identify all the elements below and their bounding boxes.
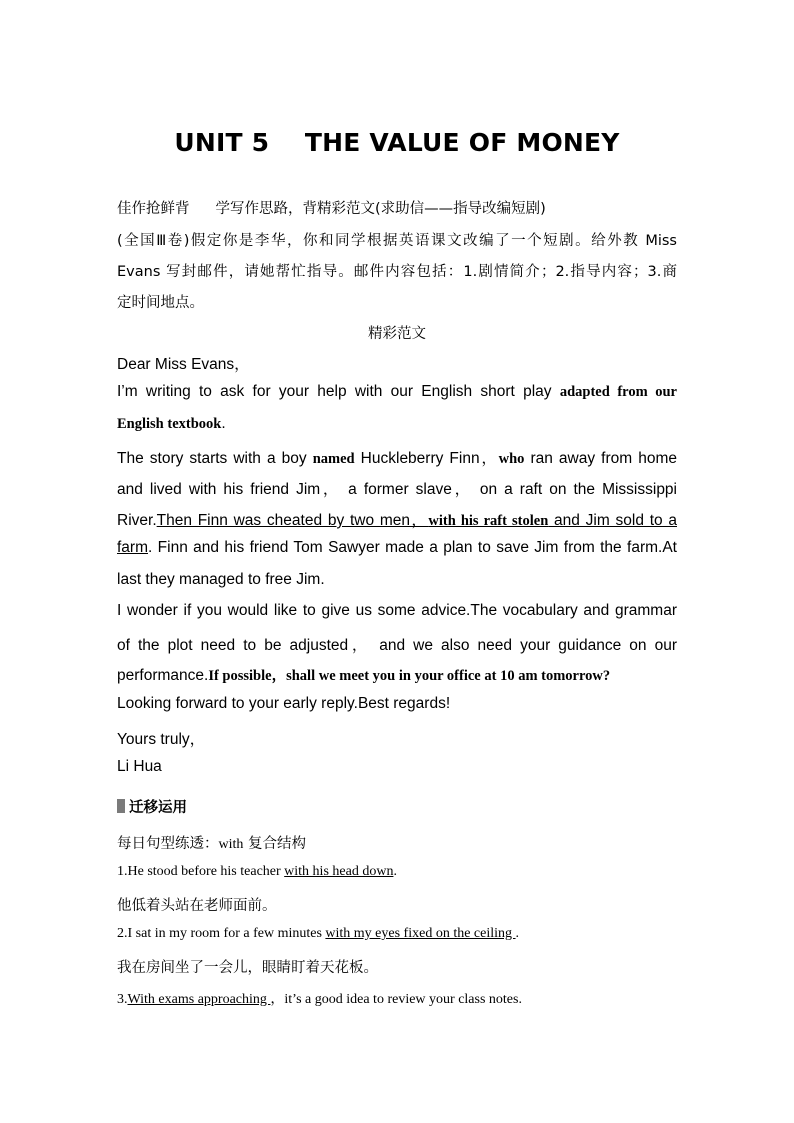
p1-period: .	[221, 415, 226, 432]
exercise-3	[117, 988, 522, 1008]
letter-p2-line1	[117, 446, 677, 468]
exercise-text: .	[515, 926, 520, 941]
practice-intro	[117, 832, 306, 853]
letter-p3-line3	[117, 664, 610, 685]
p2-text: The story starts with a boy	[117, 450, 313, 467]
letter-p2-line5: last they managed to free Jim.	[117, 571, 325, 588]
letter-closing-2: Yours truly，	[117, 731, 206, 748]
practice-section-heading	[117, 796, 187, 817]
letter-p2-line2: and lived with his friend Jim， a former slave， on a raft on the Mississippi	[117, 481, 677, 498]
p2-underlined: Then Finn was cheated by two men，	[156, 512, 429, 529]
p3-text: performance.	[117, 667, 209, 684]
p2-bold-named: named	[312, 451, 355, 467]
exercise-1-translation: 他低着头站在老师面前。	[117, 898, 277, 914]
exercise-text: ，it’s a good idea to review your class notes.	[270, 992, 522, 1007]
letter-signature: Li Hua	[117, 758, 162, 775]
p2-text: Huckleberry Finn，	[354, 450, 499, 467]
p3-bold-sentence: If possible，shall we meet you in your office at 10 am tomorrow?	[208, 668, 611, 684]
task-line-2: Evans 写封邮件，请她帮忙指导。邮件内容包括：1.剧情简介；2.指导内容；3.商	[117, 264, 677, 280]
p1-bold-phrase-2: English textbook	[117, 416, 222, 432]
page-title: UNIT 5 THE VALUE OF MONEY	[174, 128, 620, 157]
section-heading-text: 迁移运用	[129, 800, 187, 816]
exercise-answer: with my eyes fixed on the ceiling	[325, 926, 516, 941]
exercise-text: .	[393, 864, 397, 879]
p2-underlined: and Jim sold to a	[548, 512, 677, 529]
task-line-1: (全国Ⅲ卷)假定你是李华，你和同学根据英语课文改编了一个短剧。给外教 Miss	[117, 233, 677, 249]
letter-greeting: Dear Miss Evans，	[117, 356, 250, 373]
p1-bold-phrase: adapted from our	[559, 384, 677, 400]
p2-bold-underlined: with his raft stolen	[428, 513, 549, 529]
p1-text: I’m writing to ask for your help with our English short play	[117, 383, 560, 400]
essay-heading: 精彩范文	[368, 326, 426, 342]
practice-intro-text: 复合结构	[243, 836, 306, 852]
letter-p3-line1: I wonder if you would like to give us some advice.The vocabulary and grammar	[117, 602, 677, 619]
p2-underlined: farm	[117, 539, 148, 556]
practice-intro-with: with	[218, 837, 244, 852]
p2-text: River.	[117, 512, 157, 529]
exercise-1	[117, 864, 397, 880]
letter-p1-line1	[117, 383, 677, 401]
letter-p2-line4	[117, 539, 677, 557]
exercise-text: 2.I sat in my room for a few minutes	[117, 926, 326, 941]
p2-bold-who: who	[498, 451, 525, 467]
task-line-3: 定时间地点。	[117, 295, 204, 311]
exercise-2-translation: 我在房间坐了一会儿，眼睛盯着天花板。	[117, 960, 378, 976]
practice-intro-text: 每日句型练透：	[117, 836, 219, 852]
p2-text: . Finn and his friend Tom Sawyer made a plan to save Jim from the farm.At	[148, 539, 677, 556]
header-label: 佳作抢鲜背	[117, 201, 190, 217]
exercise-text: 1.He stood before his teacher	[117, 864, 285, 879]
letter-p1-line2	[117, 415, 226, 433]
header-subtitle: 学写作思路，背精彩范文(求助信——指导改编短剧)	[215, 201, 546, 217]
exercise-answer: With exams approaching	[127, 992, 271, 1007]
section-header	[117, 197, 546, 218]
exercise-text: 3.	[117, 992, 128, 1007]
letter-p2-line3	[117, 508, 677, 530]
exercise-answer: with his head down	[284, 864, 394, 879]
exercise-2	[117, 926, 519, 942]
letter-closing-1: Looking forward to your early reply.Best regards!	[117, 695, 451, 712]
section-marker-icon	[117, 799, 125, 813]
letter-p3-line2: of the plot need to be adjusted， and we also need your guidance on our	[117, 637, 677, 654]
p2-text: ran away from home	[524, 450, 677, 467]
